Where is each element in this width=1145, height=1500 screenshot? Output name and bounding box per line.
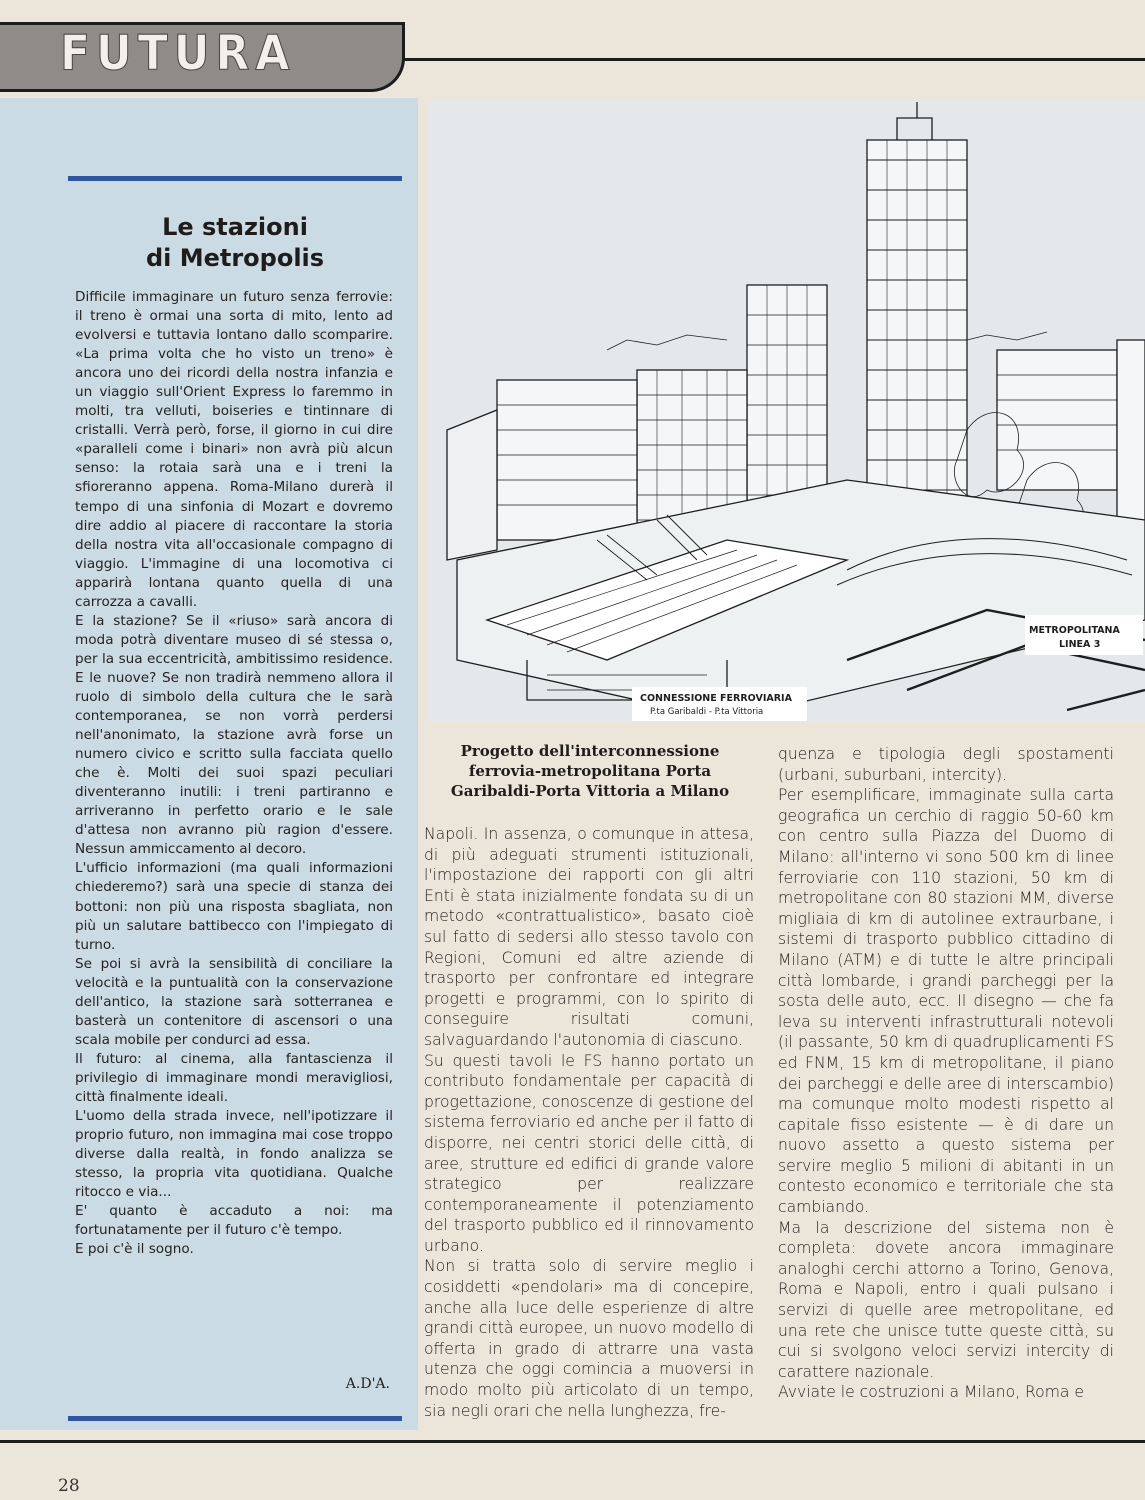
illustration-caption: Progetto dell'interconnessione ferrovia-metropolitana Porta Garibaldi-Porta Vittoria a Milano [450, 742, 730, 800]
sidebar-paragraph: E' quanto è accaduto a noi: ma fortunatamente per il futuro c'è tempo. [75, 1203, 393, 1239]
sidebar-body [75, 288, 393, 1259]
article-paragraph: Per esemplificare, immaginate sulla carta geografica un cerchio di raggio 50-60 km con centro sulla Piazza del Duomo di Milano: all'interno vi sono 500 km di linee ferroviarie con 110 stazioni, 50 km di metropolitane con 80 stazioni MM, diverse migliaia di km di autolinee extraurbane, i sistemi di trasporto pubblico cittadino di Milano (ATM) e di tutte le altre principali città lombarde, i grandi parcheggi per la sosta delle auto, ecc. Il disegno — che fa leva su interventi infrastrutturali notevoli (il passante, 50 km di quadruplicamenti FS ed FNM, 15 km di metropolitane, il piano dei parcheggi e delle aree di interscambio) ma comunque molto modesti rispetto al capitale fisso esistente — è di dare un nuovo assetto a questo sistema per servire meglio 5 milioni di abitanti in un contesto economico e territoriale che sta cambiando. [778, 786, 1114, 1217]
sidebar-paragraph: Se poi si avrà la sensibilità di conciliare la velocità e la puntualità con la conservazione dell'antico, la stazione sarà sotterranea e basterà un contenitore di ascensori o una scala mobile per condurci ad essa. [75, 955, 393, 1048]
sidebar-rule-top [68, 176, 402, 181]
sidebar-rule-bottom [68, 1416, 402, 1421]
futura-logo: FUTURA [60, 25, 296, 82]
article-paragraph: quenza e tipologia degli spostamenti (urbani, suburbani, intercity). [778, 745, 1114, 784]
page-number: 28 [58, 1476, 80, 1496]
label-connessione: CONNESSIONE FERROVIARIA [640, 693, 792, 704]
article-paragraph: Napoli. In assenza, o comunque in attesa, di più adeguati strumenti istituzionali, l'impostazione dei rapporti con gli altri Enti è stata inizialmente fondata su di un metodo «contrattualistico», basato cioè sul fatto di sedersi allo stesso tavolo con Regioni, Comuni ed altre aziende di trasporto per confrontare ed integrare progetti e programmi, con lo spirito di conseguire risultati comuni, salvaguardando l'autonomia di ciascuno. [424, 825, 754, 1049]
label-metropolitana: METROPOLITANA [1029, 625, 1120, 636]
article-paragraph: Non si tratta solo di servire meglio i cosiddetti «pendolari» ma di concepire, anche alla luce delle esperienze di altre grandi città europee, un nuovo modello di offerta in grado di attrarre una vasta utenza che oggi comincia a muoversi in modo molto più articolato di un tempo, sia negli orari che nella lunghezza, fre- [424, 1257, 754, 1420]
sidebar-author: A.D'A. [345, 1376, 390, 1392]
illustration-drawing [427, 100, 1145, 722]
sidebar-title-line1: Le stazioni [162, 213, 308, 241]
sidebar-paragraph: L'uomo della strada invece, nell'ipotizzare il proprio futuro, non immagina mai cose troppo diverse dalla realtà, in fondo analizza se stesso, la propria vita quotidiana. Qualche ritocco e via... [75, 1108, 393, 1201]
article-column-middle [424, 824, 754, 1421]
header-rule [404, 58, 1145, 61]
footer-rule [0, 1440, 1145, 1443]
article-column-right [778, 744, 1114, 1403]
sidebar-title-line2: di Metropolis [145, 244, 325, 272]
sidebar-paragraph: E la stazione? Se il «riuso» sarà ancora di moda potrà diventare museo di sé stessa o, per la sua eccentricità, ambitissimo residence. E le nuove? Se non tradirà nemmeno allora il ruolo di simbolo della cultura che le sarà contemporanea, se non vorrà perdersi nell'anonimato, la stazione avrà forse un numero civico e scritto sulla facciata quello che è. Molti dei suoi spazi peculiari diventeranno inutili: i treni partiranno e arriveranno in perfetto orario e le sale d'attesa non avranno più ragion d'essere. Nessun ammiccamento al decoro. [75, 612, 393, 858]
article-paragraph: Su questi tavoli le FS hanno portato un contributo fondamentale per capacità di progettazione, conoscenze di gestione del sistema ferroviario ed anche per il fatto di disporre, nei centri storici delle città, di aree, strutture ed edifici di grande valore strategico per realizzare contemporaneamente il potenziamento del trasporto pubblico ed il rinnovamento urbano. [424, 1051, 754, 1255]
sidebar-paragraph: L'ufficio informazioni (ma quali informazioni chiederemo?) sarà una specie di stanza dei bottoni: non più una risposta sbagliata, non più un salutare battibecco con l'impiegato di turno. [75, 860, 393, 953]
station-illustration [427, 100, 1145, 722]
article-paragraph: Ma la descrizione del sistema non è completa: dovete ancora immaginare analoghi cerchi attorno a Torino, Genova, Roma e Napoli, entro i quali pulsano i servizi di quelle aree metropolitane, ed una rete che unisce tutte queste città, su cui si svolgono veloci servizi intercity di carattere nazionale. [778, 1218, 1114, 1381]
sidebar-title [68, 212, 402, 274]
sidebar-paragraph: Difficile immaginare un futuro senza ferrovie: il treno è ormai una sorta di mito, lento ad evolversi e tuttavia lontano dallo scomparire. «La prima volta che ho visto un treno» è ancora uno dei ricordi della nostra infanzia e un viaggio sull'Orient Express lo faremmo in molti, tra velluti, boiseries e tintinnare di cristalli. Verrà però, forse, il giorno in cui dire «paralleli come i binari» non avrà più alcun senso: la rotaia sarà una e i treni la sfioreranno appena. Roma-Milano durerà il tempo di una sinfonia di Mozart e dovremo dire addio al piacere di raccontare la storia della nostra vita all'occasionale compagno di viaggio. L'immagine di una locomotiva ci apparirà lontana quanto quella di una carrozza a cavalli. [75, 289, 393, 610]
article-paragraph: Avviate le costruzioni a Milano, Roma e [778, 1383, 1085, 1402]
label-linea: LINEA 3 [1059, 639, 1101, 650]
label-garibaldi-vittoria: P.ta Garibaldi - P.ta Vittoria [650, 707, 764, 717]
sidebar-paragraph: Il futuro: al cinema, alla fantascienza il privilegio di immaginare mondi meravigliosi, città finalmente ideali. [75, 1050, 393, 1105]
sidebar-paragraph: E poi c'è il sogno. [75, 1241, 194, 1258]
